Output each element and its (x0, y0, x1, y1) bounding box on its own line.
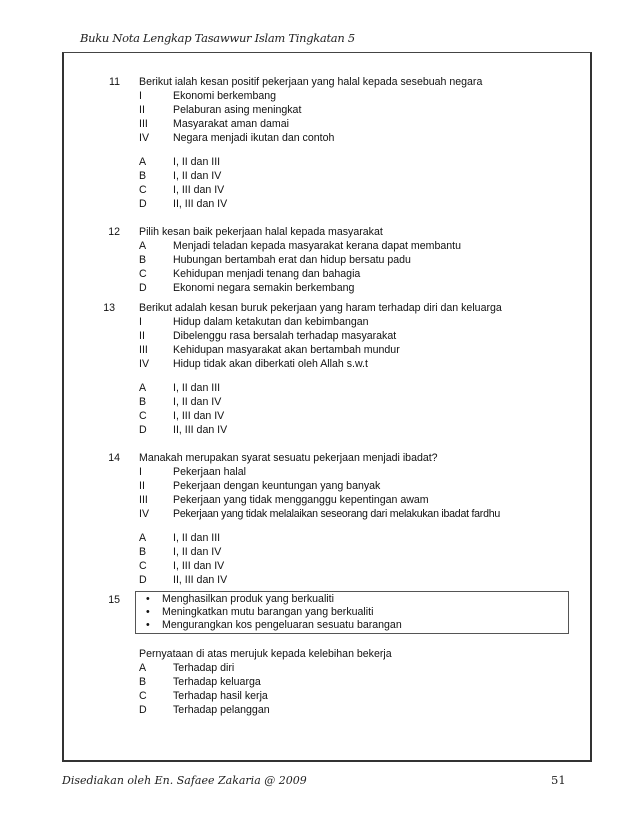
option-text: Terhadap pelanggan (173, 704, 270, 716)
bullet-icon: • (146, 619, 150, 631)
option-label: C (139, 268, 147, 280)
statement-label: IV (139, 358, 150, 370)
option-label: A (139, 382, 147, 394)
statement-label: I (139, 316, 142, 328)
option-text: Terhadap diri (173, 662, 235, 674)
option-text: Hubungan bertambah erat dan hidup bersatu padu (173, 254, 411, 266)
option-label: D (139, 424, 147, 436)
statement-text: Pekerjaan yang tidak melalaikan seseorang dari melakukan ibadat fardhu (173, 508, 501, 520)
option-label: A (139, 662, 147, 674)
option-label: D (139, 574, 147, 586)
document-header-title: Buku Nota Lengkap Tasawwur Islam Tingkatan 5 (80, 31, 355, 45)
option-text: Terhadap hasil kerja (173, 690, 268, 702)
option-text: II, III dan IV (173, 424, 228, 436)
option-text: Ekonomi negara semakin berkembang (173, 282, 355, 294)
option-text: I, II dan IV (173, 546, 222, 558)
option-text: I, II dan III (173, 532, 221, 544)
bullet-icon: • (146, 606, 150, 618)
statement-text: Hidup dalam ketakutan dan kebimbangan (173, 316, 369, 328)
statement-text: Pelaburan asing meningkat (173, 104, 302, 116)
option-label: A (139, 240, 147, 252)
option-text: I, III dan IV (173, 184, 225, 196)
option-label: C (139, 410, 147, 422)
statement-text: Pekerjaan dengan keuntungan yang banyak (173, 480, 381, 492)
question-number: 11 (109, 76, 120, 88)
option-text: I, II dan IV (173, 396, 222, 408)
option-text: II, III dan IV (173, 574, 228, 586)
option-text: II, III dan IV (173, 198, 228, 210)
statement-label: IV (139, 132, 150, 144)
option-text: I, II dan IV (173, 170, 222, 182)
question-stem: Manakah merupakan syarat sesuatu pekerjaan menjadi ibadat? (139, 452, 438, 464)
statement-text: Hidup tidak akan diberkati oleh Allah s.w.t (173, 358, 368, 370)
statement-label: I (139, 466, 142, 478)
statement-label: IV (139, 508, 150, 520)
option-text: I, III dan IV (173, 560, 225, 572)
statement-label: I (139, 90, 142, 102)
question-stem: Berikut ialah kesan positif pekerjaan yang halal kepada sesebuah negara (139, 76, 483, 88)
option-label: A (139, 156, 147, 168)
question-stem: Pilih kesan baik pekerjaan halal kepada masyarakat (139, 226, 383, 238)
statement-text: Ekonomi berkembang (173, 90, 277, 102)
option-label: D (139, 704, 147, 716)
option-text: Kehidupan menjadi tenang dan bahagia (173, 268, 361, 280)
bullet-text: Mengurangkan kos pengeluaran sesuatu barangan (162, 619, 402, 631)
option-label: B (139, 254, 147, 266)
statement-label: II (139, 330, 145, 342)
question-number: 13 (103, 302, 115, 314)
statement-label: II (139, 104, 145, 116)
option-label: B (139, 396, 147, 408)
option-label: A (139, 532, 147, 544)
option-label: C (139, 184, 147, 196)
statement-text: Pekerjaan halal (173, 466, 247, 478)
footer-author: Disediakan oleh En. Safaee Zakaria @ 2009 (62, 774, 307, 787)
statement-text: Pekerjaan yang tidak mengganggu kepentingan awam (173, 494, 429, 506)
option-text: Menjadi teladan kepada masyarakat kerana dapat membantu (173, 240, 461, 252)
option-text: I, II dan III (173, 156, 221, 168)
option-label: C (139, 690, 147, 702)
option-label: B (139, 546, 147, 558)
page-number: 51 (551, 773, 566, 787)
question-number: 12 (108, 226, 120, 238)
statement-label: III (139, 344, 148, 356)
option-label: D (139, 282, 147, 294)
option-text: I, III dan IV (173, 410, 225, 422)
bullet-icon: • (146, 593, 150, 605)
statement-text: Negara menjadi ikutan dan contoh (173, 132, 335, 144)
question-stem: Berikut adalah kesan buruk pekerjaan yang haram terhadap diri dan keluarga (139, 302, 502, 314)
statement-label: II (139, 480, 145, 492)
option-label: B (139, 170, 147, 182)
statement-text: Kehidupan masyarakat akan bertambah mundur (173, 344, 400, 356)
bullet-statement-box (135, 591, 569, 634)
statement-text: Masyarakat aman damai (173, 118, 289, 130)
option-label: B (139, 676, 147, 688)
question-stem: Pernyataan di atas merujuk kepada kelebihan bekerja (139, 648, 392, 660)
question-number: 14 (108, 452, 120, 464)
question-number: 15 (108, 594, 120, 606)
statement-label: III (139, 118, 148, 130)
statement-label: III (139, 494, 148, 506)
option-text: I, II dan III (173, 382, 221, 394)
option-text: Terhadap keluarga (173, 676, 261, 688)
option-label: C (139, 560, 147, 572)
bullet-text: Menghasilkan produk yang berkualiti (162, 593, 334, 605)
option-label: D (139, 198, 147, 210)
bullet-text: Meningkatkan mutu barangan yang berkualiti (162, 606, 374, 618)
statement-text: Dibelenggu rasa bersalah terhadap masyarakat (173, 330, 397, 342)
